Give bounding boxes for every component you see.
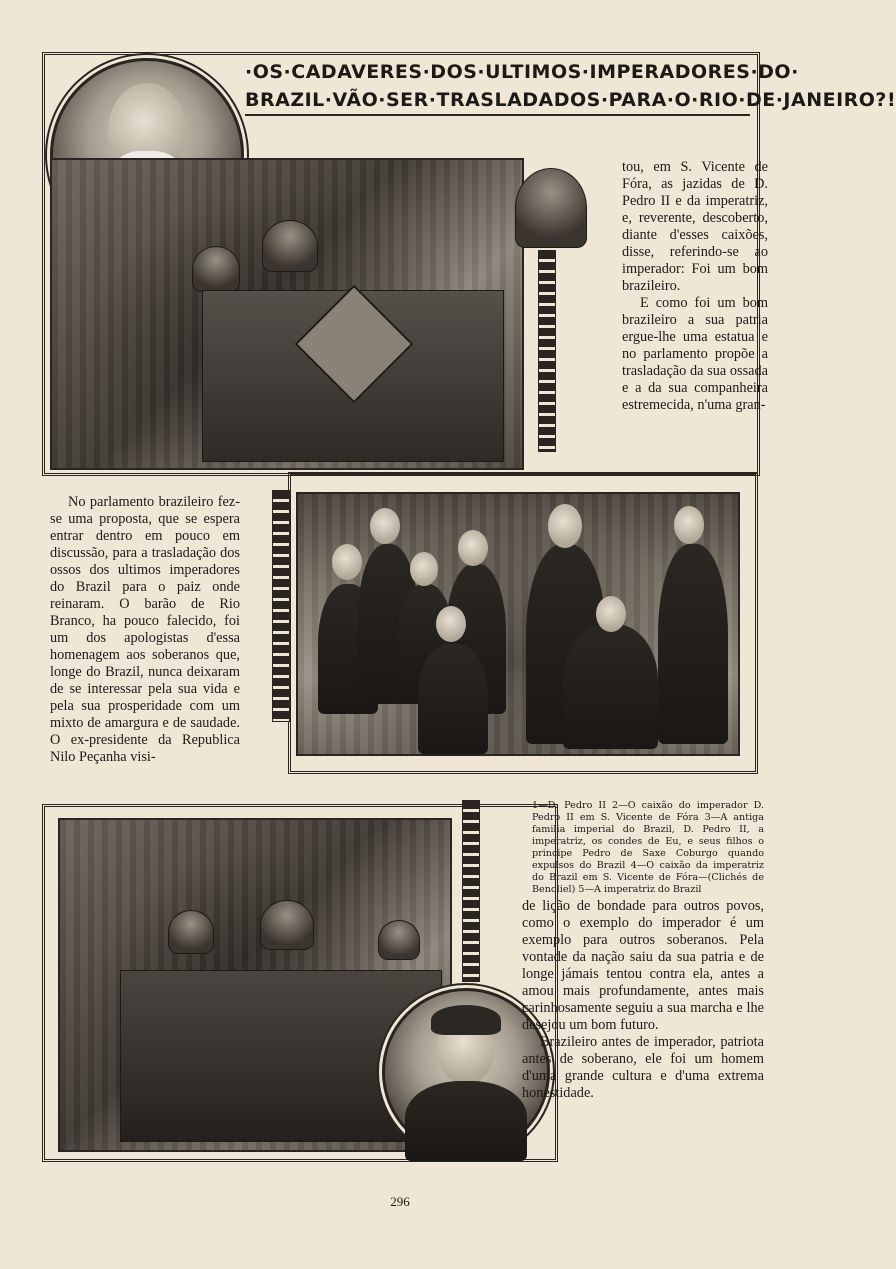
- hanging-ribbon-ornament: [272, 490, 290, 722]
- hanging-ribbon-ornament: [538, 250, 556, 452]
- hanging-ribbon-ornament: [462, 800, 480, 982]
- photo-coffin-emperor: [50, 158, 524, 470]
- photo-imperial-family: [296, 492, 740, 756]
- crown-icon: [262, 220, 318, 272]
- hanging-crown-ornament: [515, 168, 587, 248]
- paragraph: tou, em S. Vicente de Fóra, as jazidas de D. Pedro II e da imperatriz, e, reverente, descoberto, diante d'esses caixões, disse, referindo-se ao imperador: Foi um bom brazileiro.: [622, 159, 768, 294]
- figure-person: [418, 644, 488, 754]
- portrait-hair: [431, 1005, 501, 1035]
- photo-caption: 1—D. Pedro II 2—O caixão do imperador D. Pedro II em S. Vicente de Fóra 3—A antiga familia imperial do Brazil, D. Pedro II, a imperatriz, os condes de Eu, e seus filhos o principe Pedro de Saxe Coburgo quando expulsos do Brazil 4—O caixão da imperatriz do Brazil em S. Vicente de Fóra—(Clichés de Benoliel) 5—A imperatriz do Brazil: [532, 800, 764, 895]
- figure-head: [458, 530, 488, 566]
- title-line-1: ·OS·CADAVERES·DOS·ULTIMOS·IMPERADORES·DO·: [245, 61, 799, 83]
- figure-head: [436, 606, 466, 642]
- page-title: [245, 58, 896, 116]
- text-column-left: [50, 494, 240, 766]
- paragraph: de lição de bondade para outros povos, como o exemplo do imperador é um exemplo para outros soberanos. Pela vontade da nação saiu da sua patria e de longe jámais tentou contra ela, antes a amou mais profundamente, antes mais carinhosamente seguiu a sua marcha e lhe desejou um bom futuro.: [522, 898, 764, 1033]
- figure-person: [563, 624, 658, 749]
- paragraph: Brazileiro antes de imperador, patriota antes de soberano, ele foi um homem d'uma grande cultura e d'uma extrema honestidade.: [522, 1034, 764, 1101]
- crown-icon: [168, 910, 214, 954]
- crown-icon: [192, 246, 240, 292]
- figure-head: [410, 552, 438, 586]
- paragraph: E como foi um bom brazileiro a sua patria ergue-lhe uma estatua e no parlamento propõe a trasladação da sua ossada e a da sua companheira estremecida, n'uma gran-: [622, 295, 768, 413]
- title-line-2: BRAZIL·VÃO·SER·TRASLADADOS·PARA·O·RIO·DE·JANEIRO?!: [245, 89, 896, 111]
- figure-head: [548, 504, 582, 548]
- crown-icon: [378, 920, 420, 960]
- figure-head: [674, 506, 704, 544]
- figure-person: [658, 544, 728, 744]
- figure-head: [332, 544, 362, 580]
- page-number: 296: [390, 1194, 410, 1209]
- crown-icon: [260, 900, 314, 950]
- paragraph: No parlamento brazileiro fez-se uma proposta, que se espera entrar dentro em pouco em discussão, para a trasladação dos ossos dos ultimos imperadores do Brazil para o paiz onde reinaram. O barão de Rio Branco, ha pouco falecido, foi um dos apologistas d'essa homenagem aos soberanos que, longe do Brazil, nunca deixaram de se interessar pela sua vida e pela sua prosperidade com um mixto de amargura e de saudade. O ex-presidente da Republica Nilo Peçanha visi-: [50, 494, 240, 765]
- figure-head: [370, 508, 400, 544]
- figure-head: [596, 596, 626, 632]
- text-column-bottom-right: [522, 898, 764, 1102]
- text-column-top-right: [622, 159, 768, 414]
- portrait-dress: [405, 1081, 527, 1161]
